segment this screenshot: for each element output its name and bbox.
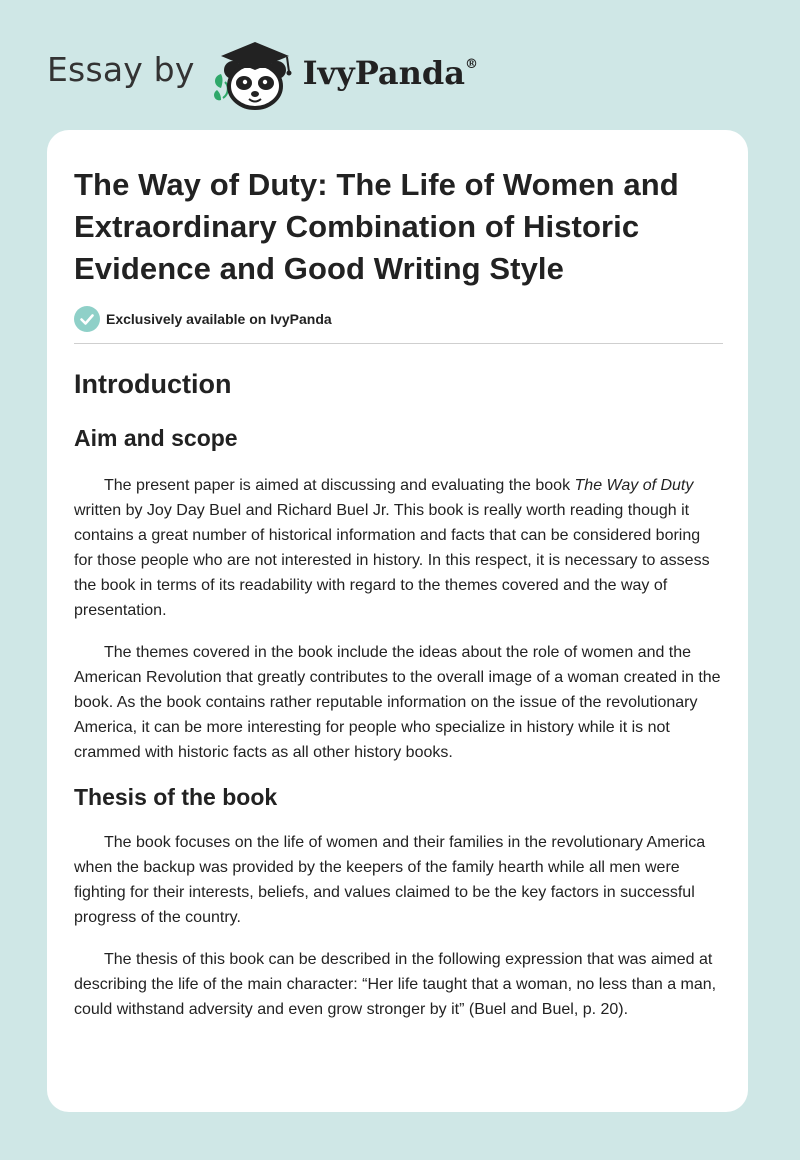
site-logo[interactable] <box>47 36 478 110</box>
divider <box>74 343 723 344</box>
paragraph: The book focuses on the life of women and their families in the revolutionary America when the backup was provided by the keepers of the family hearth while all men were fighting for their interests, beliefs, and values claimed to be the key factors in successful progress of the country. <box>74 834 706 926</box>
paragraph: The thesis of this book can be described in the following expression that was aimed at describing the life of the main character: “Her life taught that a woman, no less than a man, could withstand adversity and even grow stronger by it” (Buel and Buel, p. 20). <box>74 951 717 1018</box>
paragraph: The present paper is aimed at discussing and evaluating the book The Way of Duty written by Joy Day Buel and Richard Buel Jr. This book is really worth reading though it contains a great number of historical information and facts that can be considered boring for those people who are not interested in history. In this respect, it is necessary to assess the book in terms of its readability with regard to the themes covered and the way of presentation. <box>74 477 710 619</box>
essay-title: The Way of Duty: The Life of Women and Extraordinary Combination of Historic Evidence and Good Writing Style <box>74 167 679 286</box>
subheading-thesis-of-the-book: Thesis of the book <box>74 784 278 810</box>
essay-content <box>74 164 723 1022</box>
check-circle-icon <box>74 306 100 332</box>
registered-mark: ® <box>465 57 479 73</box>
exclusive-badge <box>74 306 723 332</box>
paragraph: The themes covered in the book include the ideas about the role of women and the American Revolution that greatly contributes to the overall image of a woman created in the book. As the book contains rather reputable information on the issue of the revolutionary America, it can be more interesting for people who specialize in history while it is not crammed with historic facts as all other history books. <box>74 644 721 761</box>
book-title: The Way of Duty <box>574 477 694 494</box>
section-heading-introduction: Introduction <box>74 369 232 399</box>
subheading-aim-and-scope: Aim and scope <box>74 425 238 451</box>
essay-by-label: Essay by <box>47 49 195 89</box>
badge-text: Exclusively available on IvyPanda <box>106 311 332 327</box>
brand-name: IvyPanda® <box>302 54 479 92</box>
essay-card <box>47 130 748 1112</box>
ivy-leaf-icon <box>214 74 228 100</box>
panda-graduate-icon <box>209 36 301 110</box>
